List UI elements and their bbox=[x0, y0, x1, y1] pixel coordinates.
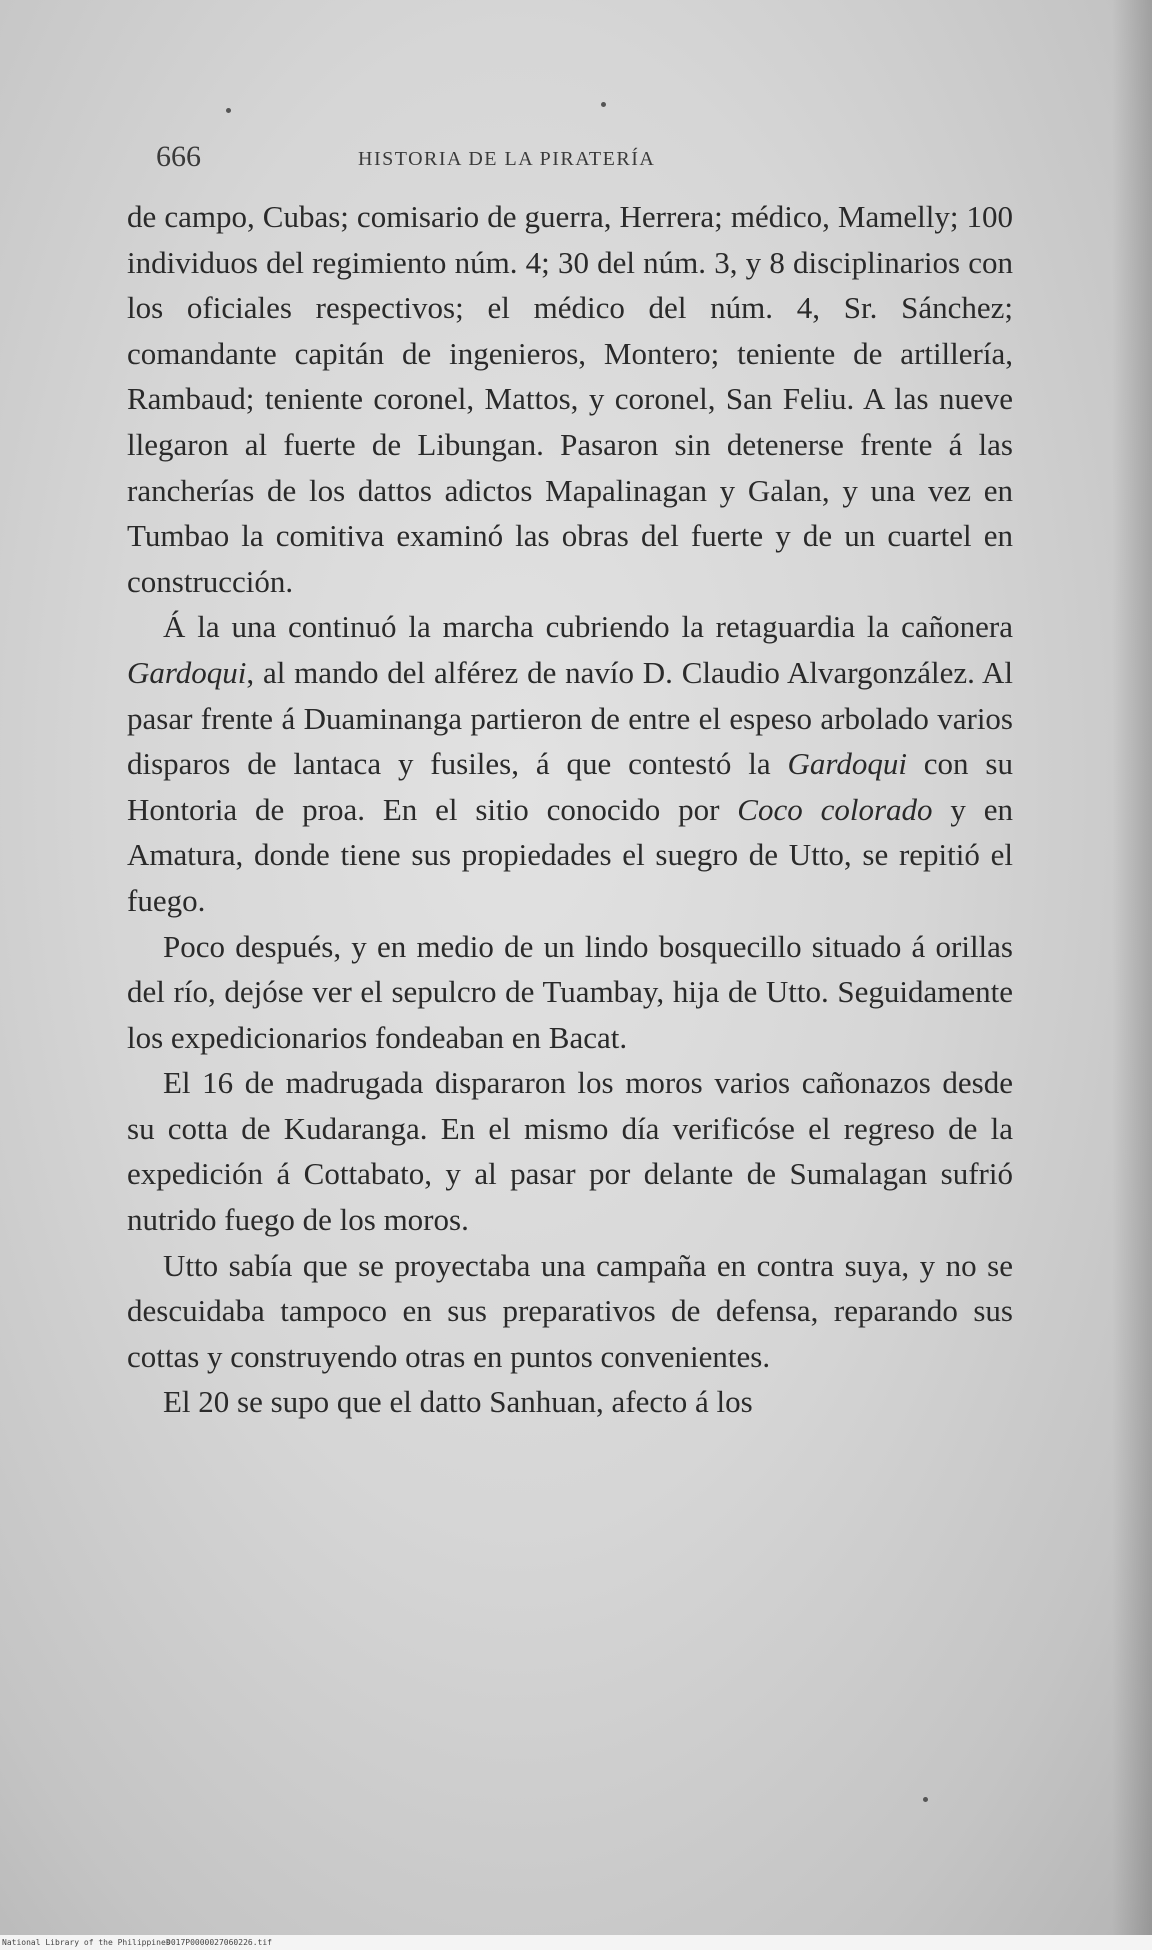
scan-footer bbox=[0, 1935, 1152, 1950]
page-edge-shadow bbox=[1112, 0, 1152, 1950]
text-run: Utto sabía que se proyectaba una campaña en contra suya, y no se descuidaba tampoco en sus preparativos de defensa, reparando sus cottas y construyendo otras en puntos convenientes. bbox=[127, 1247, 1013, 1374]
text-run: El 16 de madrugada dispararon los moros varios cañonazos desde su cotta de Kudaranga. En el mismo día verificóse el regreso de la expedición á Cottabato, y al pasar por delante de Sumalagan sufrió nutrido fuego de los moros. bbox=[127, 1065, 1013, 1238]
text-run: Á la una continuó la marcha cubriendo la retaguardia la cañonera bbox=[163, 609, 1013, 645]
ink-speck bbox=[923, 1797, 928, 1802]
paragraph bbox=[127, 194, 1013, 604]
paragraph bbox=[127, 1060, 1013, 1242]
scan-identifier: D017P0000027060226.tif bbox=[166, 1938, 272, 1947]
paragraph bbox=[127, 1379, 1013, 1425]
italic-text: Coco colorado bbox=[737, 791, 933, 827]
running-title: HISTORIA DE LA PIRATERÍA bbox=[358, 148, 656, 170]
paragraph bbox=[127, 604, 1013, 923]
ink-speck bbox=[601, 102, 606, 107]
page-header bbox=[156, 140, 1016, 180]
italic-text: Gardoqui bbox=[787, 746, 907, 782]
body-text bbox=[127, 194, 1013, 1425]
paragraph bbox=[127, 924, 1013, 1061]
text-run: de campo, Cubas; comisario de guerra, Herrera; médico, Mamelly; 100 individuos del regimiento núm. 4; 30 del núm. 3, y 8 disciplinarios con los oficiales respectivos; el médico del núm. 4, Sr. Sánchez; comandante capitán de ingenieros, Montero; teniente de artillería, Rambaud; teniente coronel, Mattos, y coronel, San Feliu. A las nueve llegaron al fuerte de Libungan. Pasaron sin detenerse frente á las rancherías de los dattos adictos Mapalinagan y Galan, y una vez en Tumbao la comitiva examinó las obras del fuerte y de un cuartel en construcción. bbox=[127, 199, 1013, 599]
library-credit: National Library of the Philippines bbox=[2, 1938, 171, 1947]
text-run: El 20 se supo que el datto Sanhuan, afecto á los bbox=[163, 1384, 753, 1420]
page-number: 666 bbox=[156, 140, 201, 173]
text-run: Poco después, y en medio de un lindo bosquecillo situado á orillas del río, dejóse ver el sepulcro de Tuambay, hija de Utto. Seguidamente los expedicionarios fondeaban en Bacat. bbox=[127, 928, 1013, 1055]
text-run: , al mando del alférez de navío D. Claudio Alvargonzález. Al pasar frente á Duaminanga partieron de entre el espeso arbolado varios disparos de lantaca y fusiles, á que contestó la bbox=[127, 654, 1013, 782]
ink-speck bbox=[226, 108, 231, 113]
paragraph bbox=[127, 1243, 1013, 1380]
text-run: con su Hontoria de proa. En el sitio conocido por bbox=[127, 746, 1013, 827]
text-run: y en Amatura, donde tiene sus propiedades el suegro de Utto, se repitió el fuego. bbox=[127, 791, 1014, 918]
italic-text: Gardoqui bbox=[127, 654, 247, 690]
